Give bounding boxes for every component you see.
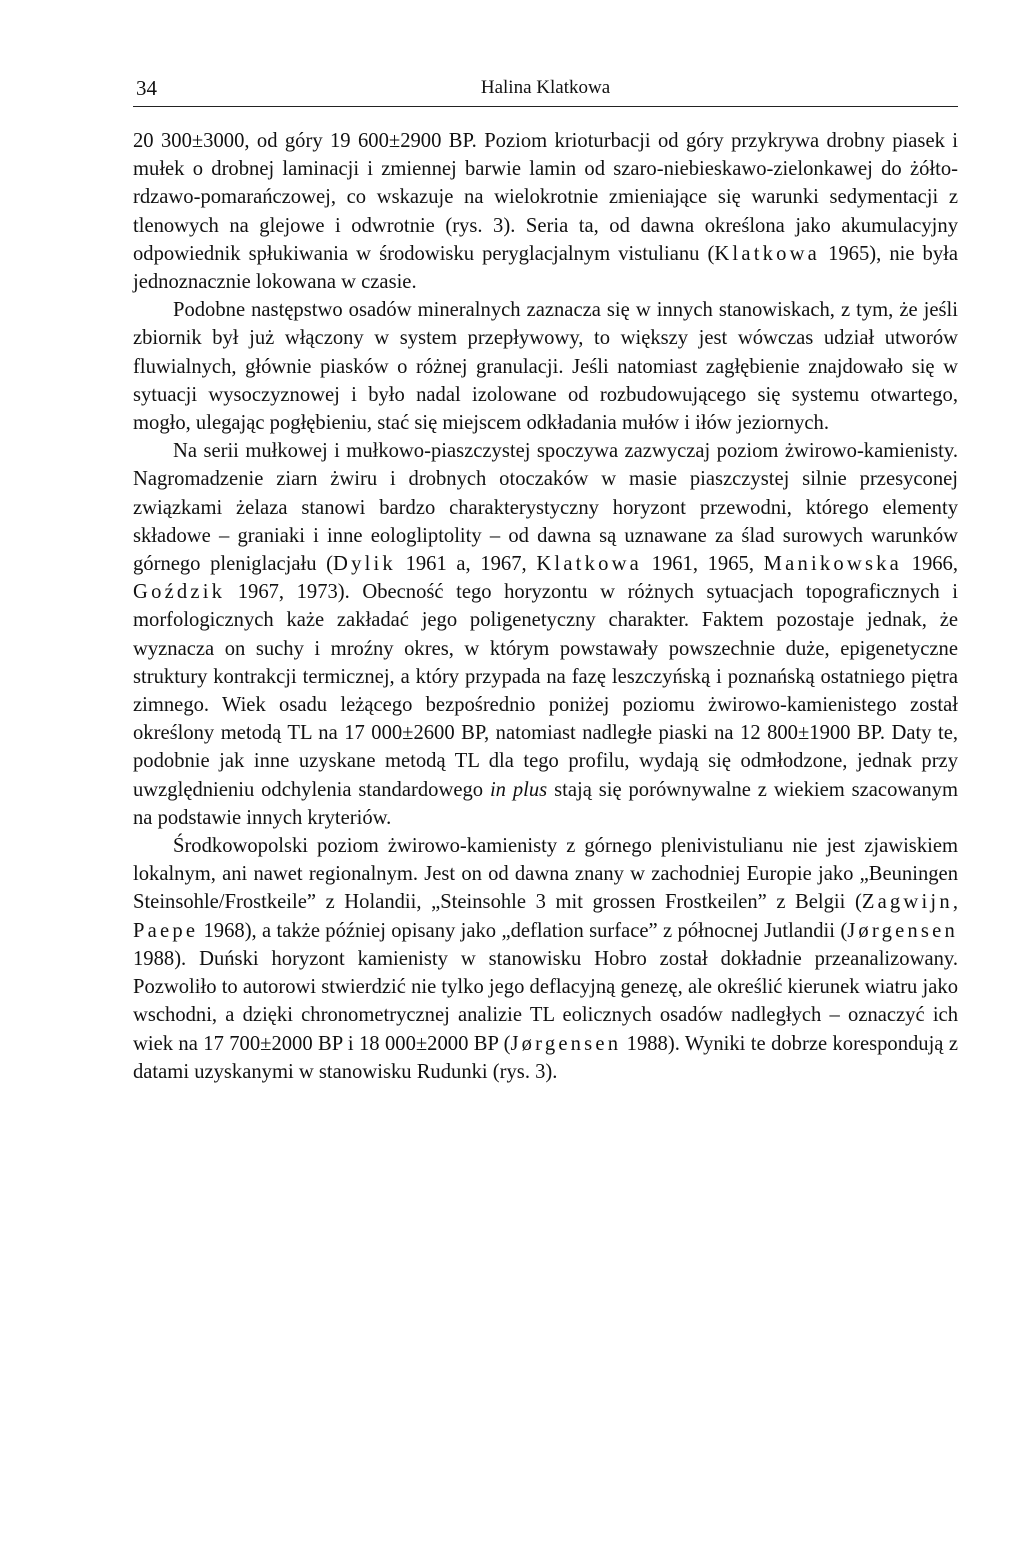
paragraph-p1: [133, 127, 958, 296]
text-run: Na serii mułkowej i mułkowo-piaszczystej spoczywa zazwyczaj poziom żwirowo-kamienisty. Nagromadzenie ziarn żwiru i drobnych otoczaków w masie piaszczystej silnie przesyconej związkami żelaza stanowi bardzo charakterystyczny horyzont przewodni, którego elementy składowe – graniaki i inne eologliptolity – od dawna są uznawane za ślad surowych warunków górnego pleniglacjału (: [133, 440, 958, 576]
author-citation: Manikowska: [763, 553, 903, 576]
page-number: 34: [136, 76, 157, 100]
document-page: [133, 70, 958, 1086]
page-header: [133, 70, 958, 106]
header-rule: [133, 106, 958, 107]
text-run: 1967, 1973). Obecność tego horyzontu w różnych sytuacjach topograficznych i morfologicznych każe zakładać jego poligenetyczny charakter. Faktem pozostaje jednak, że wyznacza on suchy i mroźny okres, w którym powstawały powszechnie duże, epigenetyczne struktury kontrakcji termicznej, a który przypada na fazę leszczyńską i poznańską ostatniego piętra zimnego. Wiek osadu leżącego bezpośrednio poniżej poziomu żwirowo-kamienistego został określony metodą TL na 17 000±2600 BP, natomiast nadległe piaski na 12 800±1900 BP. Daty te, podobnie jak inne uzyskane metodą TL dla tego profilu, wydają się odmłodzone, jednak przy uwzględnieniu odchylenia standardowego: [133, 581, 958, 801]
paragraph-p4: [133, 832, 958, 1086]
author-citation: Dylik: [333, 553, 396, 576]
author-citation: Klatkowa: [536, 553, 642, 576]
text-run: 1968), a także później opisany jako „deflation surface” z północnej Jutlandii (: [198, 919, 848, 942]
author-citation: Jørgensen: [510, 1032, 622, 1055]
text-run: 1988). Duński horyzont kamienisty w stanowisku Hobro został dokładnie przeanalizowany. Pozwoliło to autorowi stwierdzić nie tylko jego deflacyjną genezę, ale określić kierunek wiatru jako wschodni, a dzięki chronometrycznej analizie TL eolicznych osadów nadległych – oznaczyć ich wiek na 17 700±2000 BP i 18 000±2000 BP (: [133, 947, 958, 1055]
body-text: [133, 127, 958, 1086]
paragraph-p2: [133, 296, 958, 437]
author-citation: Jørgensen: [847, 919, 958, 942]
text-run: 20 300±3000, od góry 19 600±2900 BP. Poziom krioturbacji od góry przykrywa drobny piasek i mułek o drobnej laminacji i zmiennej barwie lamin od szaro-niebieskawo-zielonkawej do żółto-rdzawo-pomarańczowej, co wskazuje na wielokrotnie zmieniające się warunki sedymentacji z tlenowych na glejowe i odwrotnie (rys. 3). Seria ta, od dawna określona jako akumulacyjny odpowiednik spłukiwania w środowisku peryglacjalnym vistulianu (: [133, 130, 958, 265]
text-run: Podobne następstwo osadów mineralnych zaznacza się w innych stanowiskach, z tym, że jeśli zbiornik był już włączony w system przepływowy, to większy jest wówczas udział utworów fluwialnych, głównie piasków o różnej granulacji. Jeśli natomiast zagłębienie znajdowało się w sytuacji wysoczyznowej i było nadal izolowane od rozbudowującego się systemu otwartego, mogło, ulegając pogłębieniu, stać się miejscem odkładania mułów i iłów jeziornych.: [133, 299, 958, 435]
text-run: stają się porównywalne z wiekiem szacowanym na podstawie innych kryteriów.: [133, 778, 958, 829]
text-run: 1965), nie była jednoznacznie lokowana w czasie.: [133, 242, 958, 294]
text-run: 1988). Wyniki te dobrze korespondują z datami uzyskanymi w stanowisku Rudunki (rys. 3).: [133, 1032, 958, 1083]
text-run: 1961 a, 1967,: [395, 553, 537, 576]
text-run: 1966,: [902, 553, 958, 576]
running-head: Halina Klatkowa: [480, 77, 611, 98]
author-citation: Goździk: [133, 581, 226, 604]
text-run: Środkowopolski poziom żwirowo-kamienisty z górnego plenivistulianu nie jest zjawiskiem lokalnym, ani nawet regionalnym. Jest on od dawna znany w zachodniej Europie jako „Beuningen Steinsohle/Frostkeile” z Holandii, „Steinsohle 3 mit grossen Frostkeilen” z Belgii (: [133, 835, 958, 914]
author-citation: Klatkowa: [714, 242, 821, 265]
author-citation: Zagwijn: [861, 891, 953, 914]
italic-term: in plus: [489, 778, 548, 801]
text-run: 1961, 1965,: [642, 553, 764, 576]
author-citation: Paepe: [133, 919, 199, 942]
text-run: ,: [952, 891, 958, 914]
paragraph-p3: [133, 437, 958, 832]
